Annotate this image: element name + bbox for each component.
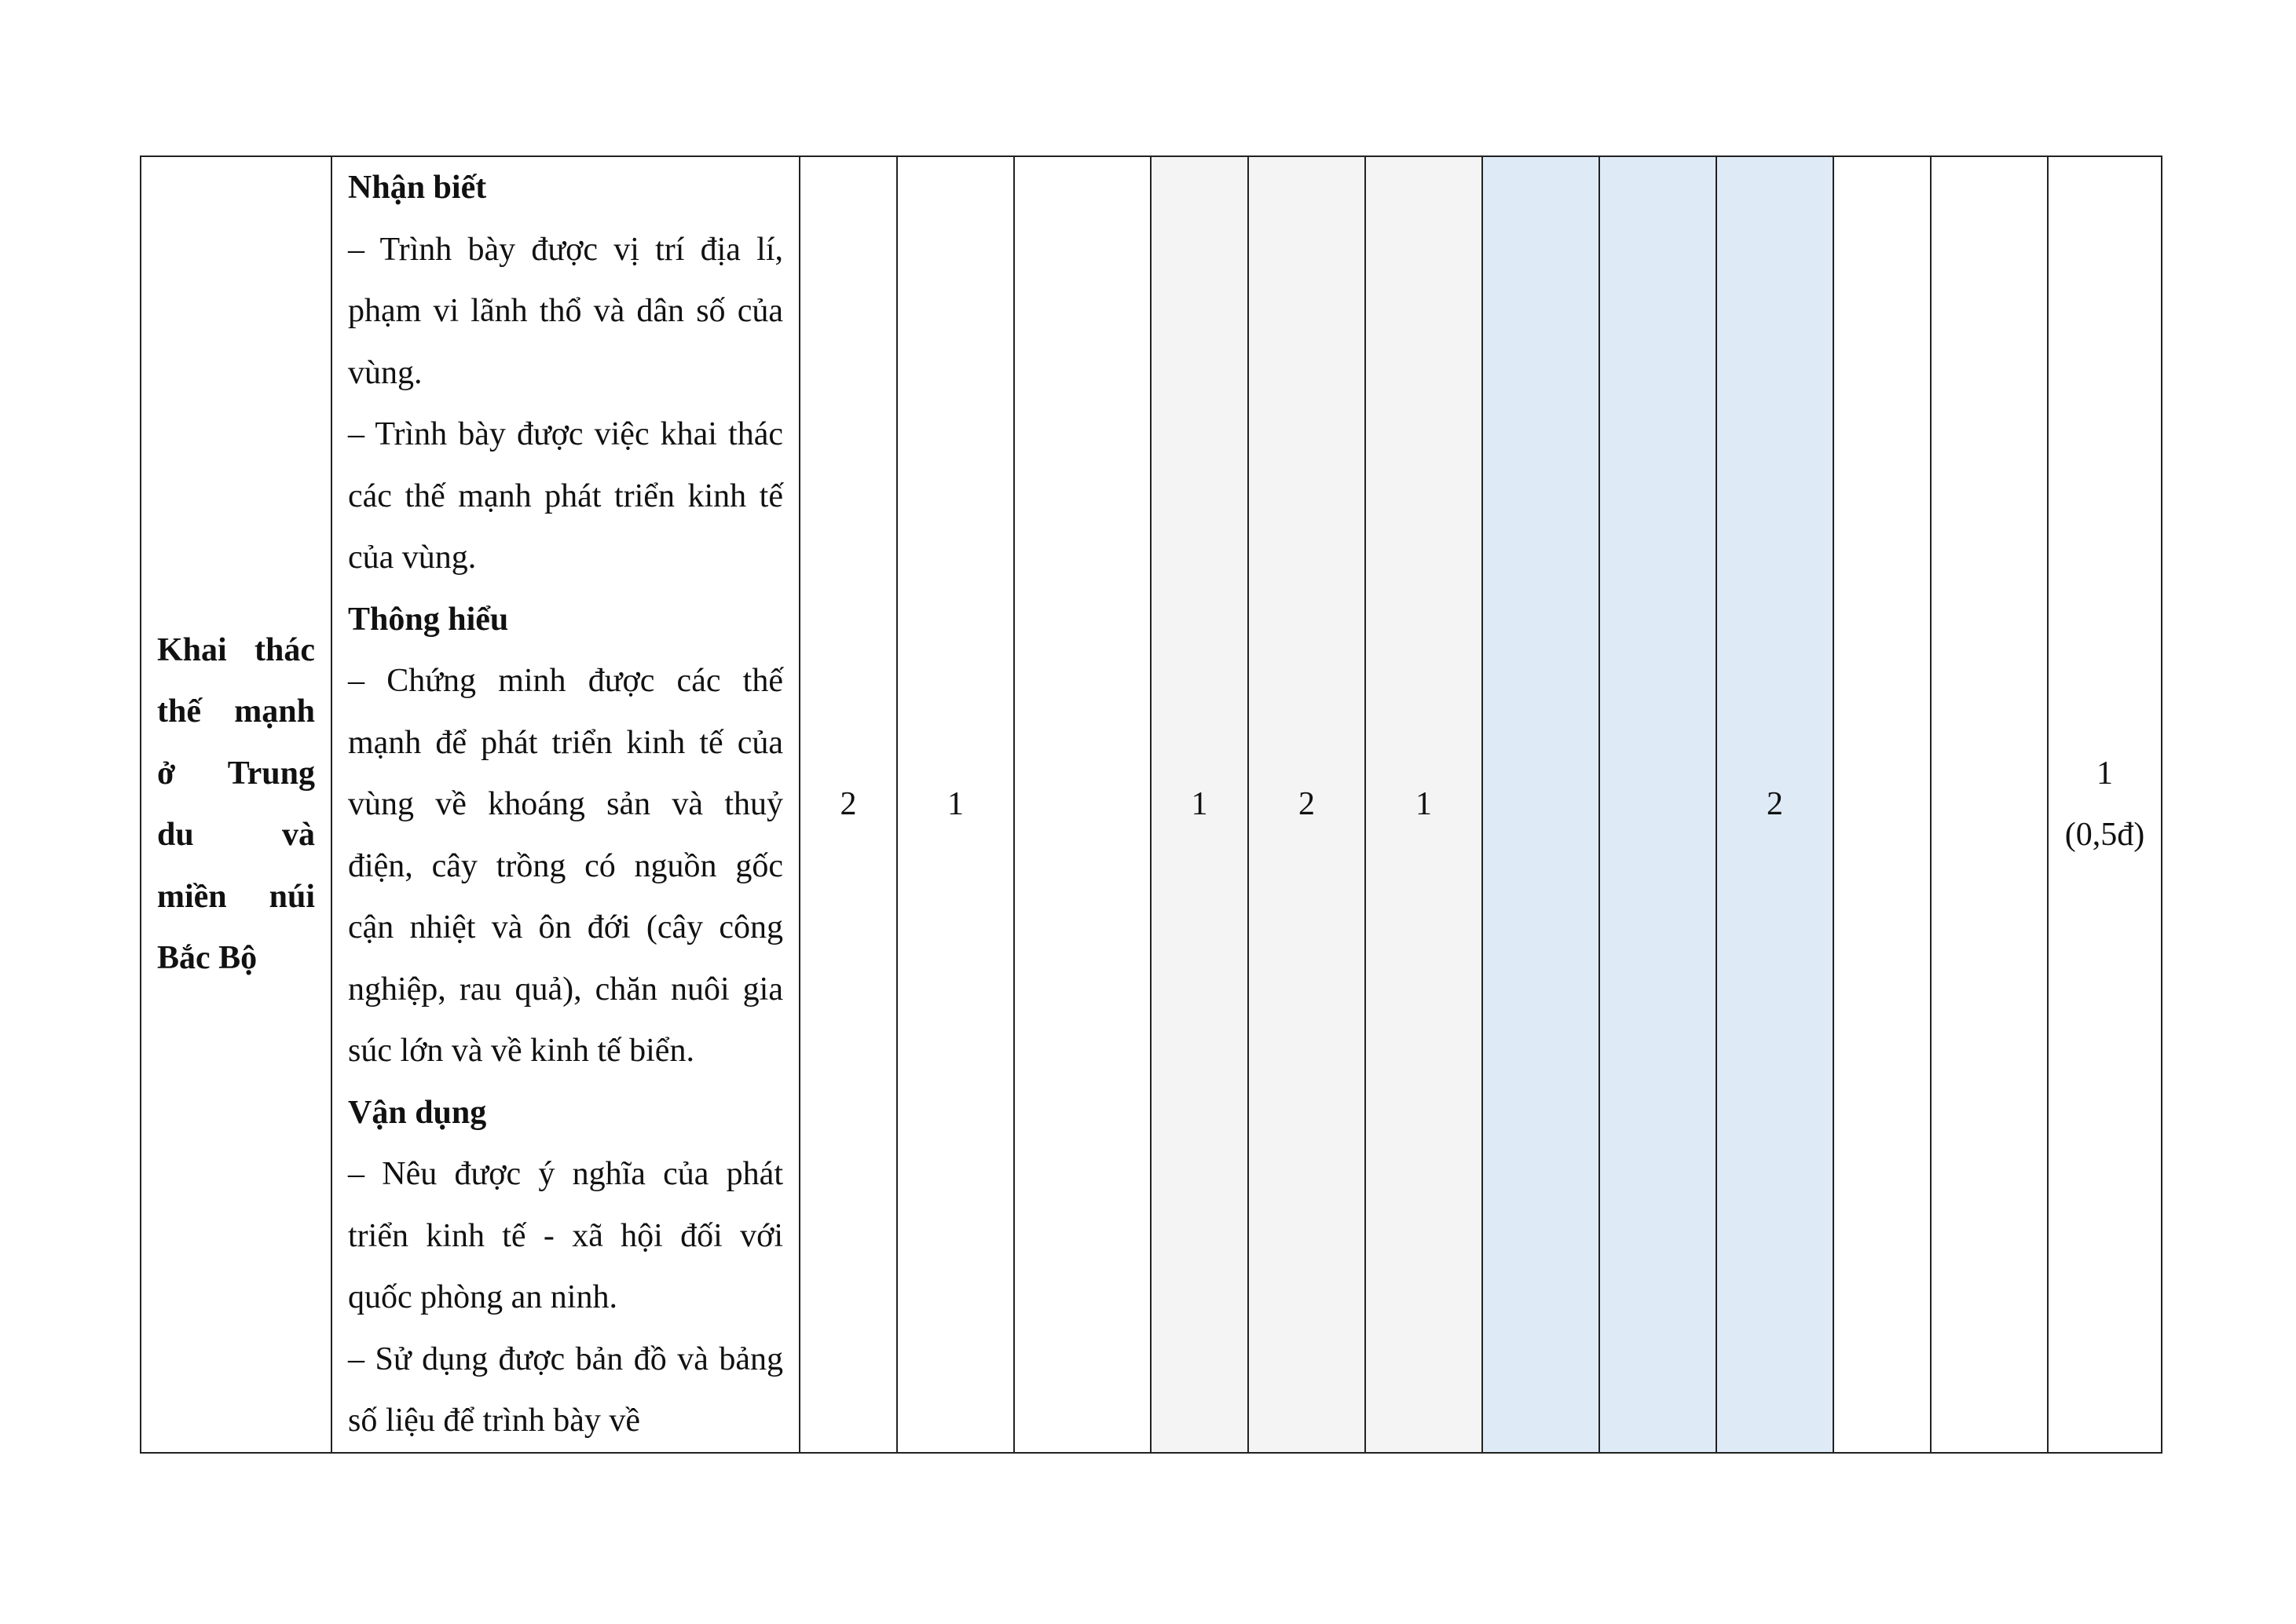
count-cell-2: 1 xyxy=(897,156,1014,1453)
description-item: – Sử dụng được bản đồ và bảng số liệu để trình bày về xyxy=(348,1341,783,1439)
count-cell-3 xyxy=(1014,156,1151,1453)
topic-line: ở Trung xyxy=(157,755,315,792)
topic-cell xyxy=(141,156,331,1453)
assessment-matrix-table xyxy=(140,155,2162,1454)
count-cell-6: 1 xyxy=(1365,156,1482,1453)
description-item: – Trình bày được vị trí địa lí, phạm vi lãnh thổ và dân số của vùng. xyxy=(348,231,783,391)
description-item: – Nêu được ý nghĩa của phát triển kinh tế - xã hội đối với quốc phòng an ninh. xyxy=(348,1156,783,1315)
topic-line: thế mạnh xyxy=(157,693,315,730)
topic-line: miền núi xyxy=(157,878,315,915)
description-item: – Chứng minh được các thế mạnh để phát triển kinh tế của vùng về khoáng sản và thuỷ điện, cây trồng có nguồn gốc cận nhiệt và ôn đới (cây công nghiệp, rau quả), chăn nuôi gia súc lớn và về kinh tế biển. xyxy=(348,663,783,1069)
section-heading-recognition: Nhận biết xyxy=(348,170,487,206)
section-heading-application: Vận dụng xyxy=(348,1094,487,1131)
count-cell-10 xyxy=(1833,156,1931,1453)
count-cell-7 xyxy=(1482,156,1599,1453)
topic-line: du và xyxy=(157,817,315,854)
count-cell-12 xyxy=(2048,156,2162,1453)
score-value: (0,5đ) xyxy=(2064,817,2145,854)
description-cell xyxy=(331,156,800,1453)
count-cell-4: 1 xyxy=(1151,156,1248,1453)
count-cell-9: 2 xyxy=(1716,156,1833,1453)
topic-line: Bắc Bộ xyxy=(157,940,258,977)
count-cell-5: 2 xyxy=(1248,156,1365,1453)
table-row xyxy=(141,156,2162,1453)
description-item: – Trình bày được việc khai thác các thế mạnh phát triển kinh tế của vùng. xyxy=(348,416,783,576)
count-cell-1: 2 xyxy=(800,156,897,1453)
section-heading-understanding: Thông hiểu xyxy=(348,601,509,638)
count-value: 1 xyxy=(2096,755,2113,792)
count-cell-8 xyxy=(1599,156,1716,1453)
topic-line: Khai thác xyxy=(157,631,315,668)
count-cell-11 xyxy=(1931,156,2048,1453)
